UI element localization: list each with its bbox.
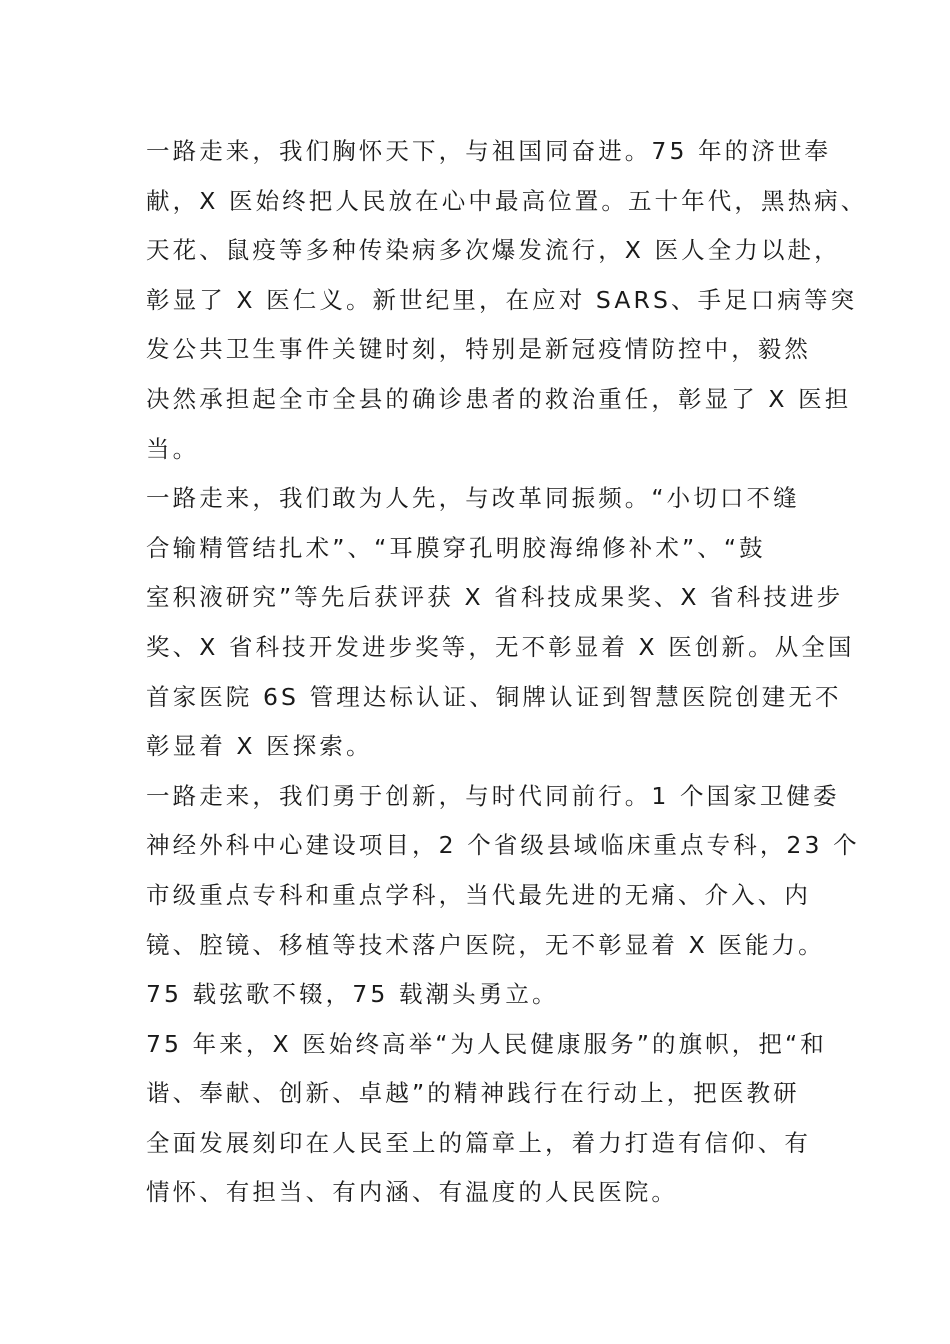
text-line: 天花、鼠疫等多种传染病多次爆发流行，X 医人全力以赴，	[146, 236, 841, 265]
text-line: 室积液研究”等先后获评获 X 省科技成果奖、X 省科技进步	[146, 583, 844, 612]
text-line: 一路走来，我们胸怀天下，与祖国同奋进。75 年的济世奉	[146, 137, 832, 165]
text-line: 发公共卫生事件关键时刻，特别是新冠疫情防控中，毅然	[146, 335, 811, 364]
text-line: 决然承担起全市全县的确诊患者的救治重任，彰显了 X 医担	[146, 384, 852, 413]
paragraph-3	[146, 772, 860, 970]
text-line: 奖、X 省科技开发进步奖等，无不彰显着 X 医创新。从全国	[146, 632, 855, 661]
text-line: 75 载弦歌不辍，75 载潮头勇立。	[146, 980, 559, 1009]
text-line: 彰显着 X 医探索。	[146, 732, 373, 761]
text-line: 彰显了 X 医仁义。新世纪里，在应对 SARS、手足口病等突	[146, 285, 858, 314]
paragraph-2	[146, 474, 855, 772]
text-line: 谐、奉献、创新、卓越”的精神践行在行动上，把医教研	[146, 1079, 800, 1108]
text-line: 市级重点专科和重点学科，当代最先进的无痛、介入、内	[146, 880, 811, 909]
text-line: 一路走来，我们敢为人先，与改革同振频。“小切口不缝	[146, 484, 800, 513]
text-line: 首家医院 6S 管理达标认证、铜牌认证到智慧医院创建无不	[146, 682, 842, 711]
text-line: 献，X 医始终把人民放在心中最高位置。五十年代，黑热病、	[146, 186, 868, 215]
text-line: 一路走来，我们勇于创新，与时代同前行。1 个国家卫健委	[146, 781, 840, 810]
text-line: 情怀、有担当、有内涵、有温度的人民医院。	[146, 1178, 678, 1207]
paragraph-4	[146, 970, 826, 1020]
paragraph-1	[146, 127, 868, 474]
text-line: 神经外科中心建设项目，2 个省级县域临床重点专科，23 个	[146, 831, 860, 860]
document-body	[146, 127, 868, 1218]
text-line: 合输精管结扎术”、“耳膜穿孔明胶海绵修补术”、“鼓	[146, 533, 766, 562]
text-line: 镜、腔镜、移植等技术落户医院，无不彰显着 X 医能力。	[146, 930, 825, 959]
text-line: 当。	[146, 434, 200, 463]
paragraph-5	[146, 1020, 826, 1218]
text-line: 75 年来，X 医始终高举“为人民健康服务”的旗帜，把“和	[146, 1029, 827, 1058]
text-line: 全面发展刻印在人民至上的篇章上，着力打造有信仰、有	[146, 1128, 811, 1157]
